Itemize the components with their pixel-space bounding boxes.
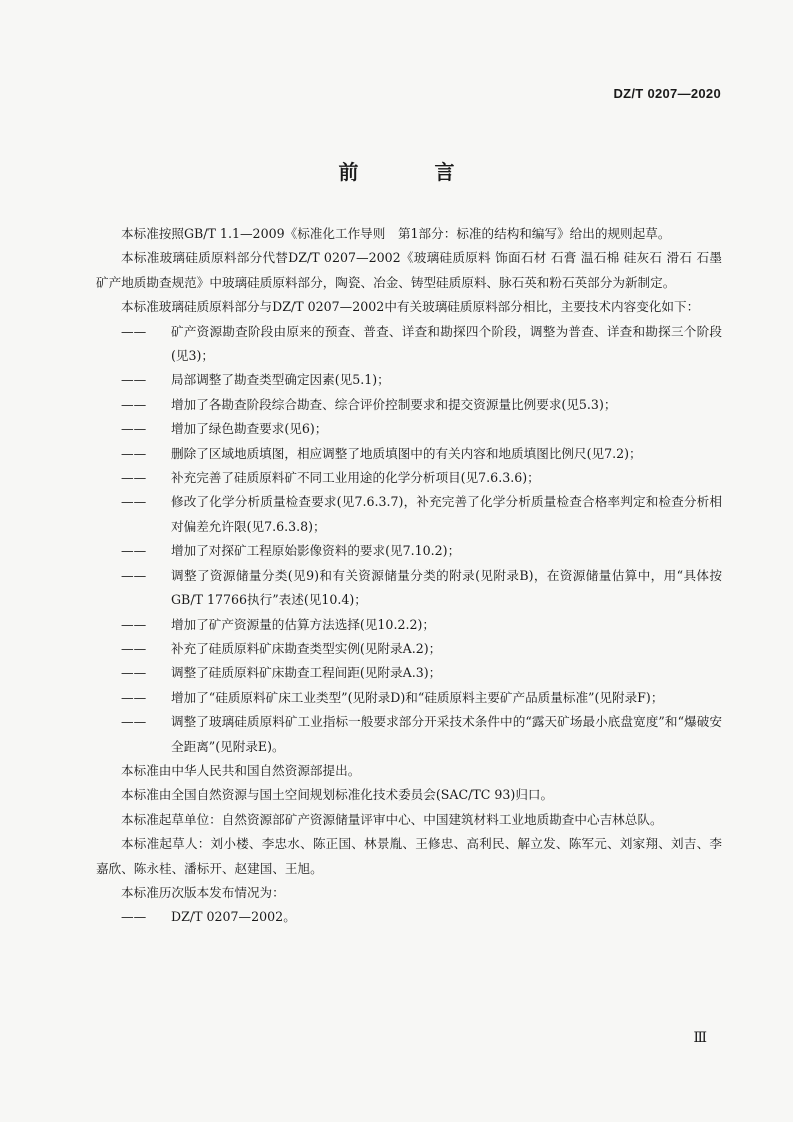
closing-paragraph: 本标准由中华人民共和国自然资源部提出。 (121, 762, 361, 778)
list-item-text: 调整了资源储量分类(见9)和有关资源储量分类的附录(见附录B)，在资源储量估算中，用“具体按GB/T 17766执行”表述(见10.4)； (171, 567, 722, 608)
list-item-text: 矿产资源勘查阶段由原来的预查、普查、详查和勘探四个阶段，调整为普查、详查和勘探三个阶段(见3)； (171, 323, 722, 364)
closing-paragraph: 本标准由全国自然资源与国土空间规划标准化技术委员会(SAC/TC 93)归口。 (121, 787, 554, 803)
page-title: 前 言 (338, 160, 483, 184)
list-item (96, 466, 722, 490)
list-item-text: 调整了玻璃硅质原料矿工业指标一般要求部分开采技术条件中的“露天矿场最小底盘宽度”和“爆破安全距离”(见附录E)。 (171, 714, 722, 754)
list-item (96, 661, 722, 685)
dash-marker: —— (121, 494, 147, 510)
list-item-text: 调整了硅质原料矿床勘查工程间距(见附录A.3)； (171, 665, 442, 681)
dash-marker: —— (121, 421, 147, 437)
list-item (96, 442, 722, 466)
list-item (96, 417, 722, 441)
closing-paragraph: 本标准历次版本发布情况为： (121, 884, 285, 900)
list-item-text: 增加了矿产资源量的估算方法选择(见10.2.2)； (171, 616, 435, 632)
history-list (96, 905, 722, 929)
history-item (96, 905, 722, 929)
list-item-text: 增加了对探矿工程原始影像资料的要求(见7.10.2)； (171, 543, 461, 559)
dash-marker: —— (121, 445, 147, 461)
changes-list (96, 320, 722, 759)
dash-marker: —— (121, 640, 147, 656)
document-code: DZ/T 0207—2020 (613, 86, 721, 101)
list-item-text: 增加了“硅质原料矿床工业类型”(见附录D)和“硅质原料主要矿产品质量标准”(见附录F)； (171, 689, 664, 705)
list-item (96, 393, 722, 417)
dash-marker: —— (121, 689, 147, 705)
list-item-text: 补充完善了硅质原料矿不同工业用途的化学分析项目(见7.6.3.6)； (171, 470, 540, 486)
list-item (96, 710, 722, 759)
dash-marker: —— (121, 543, 147, 559)
list-item-text: 修改了化学分析质量检查要求(见7.6.3.7)，补充完善了化学分析质量检查合格率判定和检查分析相对偏差允许限(见7.6.3.8)； (171, 494, 722, 534)
dash-marker: —— (121, 323, 147, 339)
history-item-text: DZ/T 0207—2002。 (171, 909, 296, 925)
list-item (96, 320, 722, 369)
intro-paragraph: 本标准玻璃硅质原料部分与DZ/T 0207—2002中有关玻璃硅质原料部分相比，主要技术内容变化如下： (121, 299, 700, 315)
intro-paragraph: 本标准玻璃硅质原料部分代替DZ/T 0207—2002《玻璃硅质原料 饰面石材 石膏 温石棉 硅灰石 滑石 石墨矿产地质勘查规范》中玻璃硅质原料部分，陶瓷、冶金、铸型硅质原料、脉石英和粉石英部分为新制定。 (96, 250, 722, 290)
list-item (96, 490, 722, 539)
dash-marker: —— (121, 470, 147, 486)
intro-paragraph: 本标准按照GB/T 1.1—2009《标准化工作导则 第1部分：标准的结构和编写》给出的规则起草。 (121, 226, 671, 241)
list-item (96, 613, 722, 637)
list-item-text: 删除了区域地质填图，相应调整了地质填图中的有关内容和地质填图比例尺(见7.2)； (171, 445, 642, 461)
list-item-text: 补充了硅质原料矿床勘查类型实例(见附录A.2)； (171, 640, 442, 656)
dash-marker: —— (121, 665, 147, 681)
closing-paragraph: 本标准起草单位：自然资源部矿产资源储量评审中心、中国建筑材料工业地质勘查中心吉林总队。 (121, 811, 663, 827)
list-item-text: 局部调整了勘查类型确定因素(见5.1)； (171, 372, 390, 388)
dash-marker: —— (121, 616, 147, 632)
list-item-text: 增加了绿色勘查要求(见6)； (171, 421, 328, 437)
list-item-text: 增加了各勘查阶段综合勘查、综合评价控制要求和提交资源量比例要求(见5.3)； (171, 396, 617, 412)
list-item (96, 637, 722, 661)
list-item (96, 564, 722, 613)
dash-marker: —— (121, 714, 147, 730)
list-item (96, 686, 722, 710)
dash-marker: —— (121, 909, 147, 925)
list-item (96, 539, 722, 563)
closing-paragraph: 本标准起草人：刘小楼、李忠水、陈正国、林景胤、王修忠、高利民、解立发、陈军元、刘家翔、刘吉、李嘉欣、陈永桂、潘标开、赵建国、王旭。 (96, 836, 722, 876)
list-item (96, 368, 722, 392)
page-body (96, 222, 722, 930)
page-number: Ⅲ (693, 1031, 707, 1046)
dash-marker: —— (121, 372, 147, 388)
dash-marker: —— (121, 396, 147, 412)
dash-marker: —— (121, 567, 147, 583)
